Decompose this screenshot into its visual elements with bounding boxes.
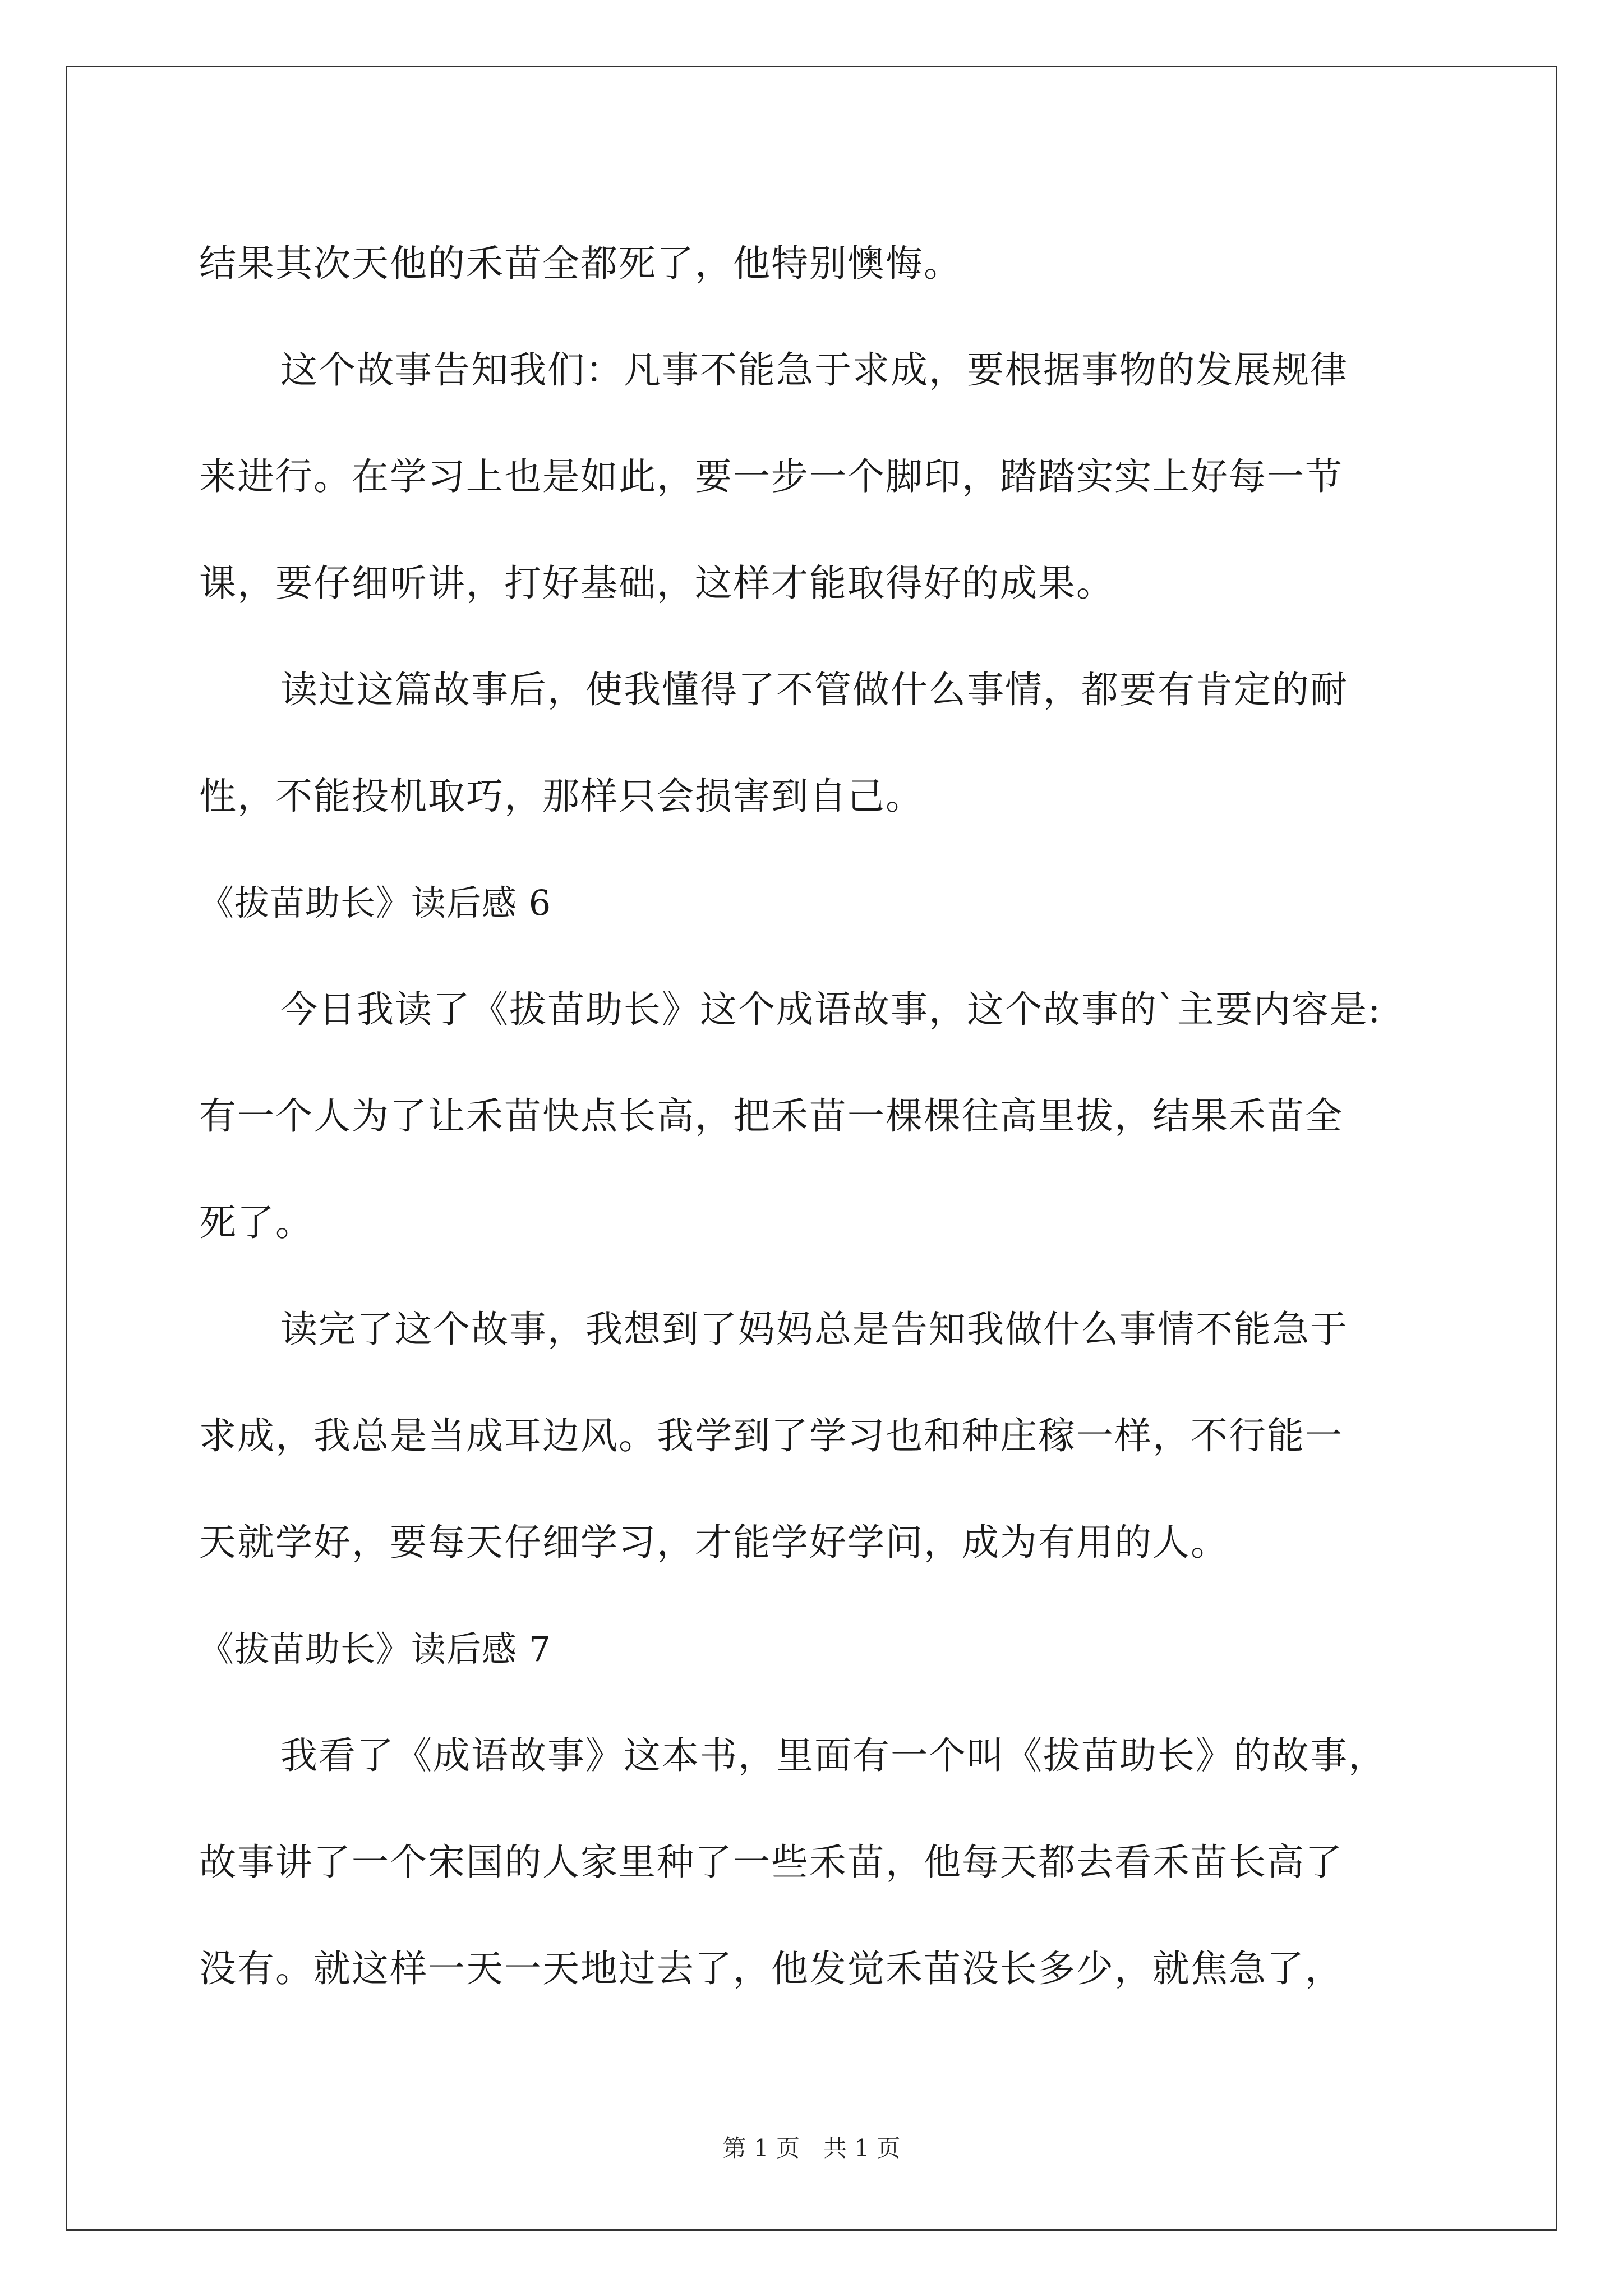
text-line: 来进行。在学习上也是如此，要一步一个脚印，踏踏实实上好每一节 xyxy=(199,455,1343,498)
page-footer: 第 1 页 共 1 页 xyxy=(722,2134,901,2162)
text-line: 死了。 xyxy=(199,1201,313,1244)
text-line: 结果其次天他的禾苗全都死了，他特别懊悔。 xyxy=(199,242,962,285)
text-line: 性，不能投机取巧，那样只会损害到自己。 xyxy=(199,775,924,818)
text-line: 今日我读了《拔苗助长》这个成语故事，这个故事的`主要内容是: xyxy=(280,988,1382,1031)
text-line: 我看了《成语故事》这本书，里面有一个叫《拔苗助长》的故事， xyxy=(280,1734,1386,1777)
text-line: 求成，我总是当成耳边风。我学到了学习也和种庄稼一样，不行能一 xyxy=(199,1414,1343,1457)
text-line: 读完了这个故事，我想到了妈妈总是告知我做什么事情不能急于 xyxy=(280,1308,1348,1351)
section-heading: 《拔苗助长》读后感 6 xyxy=(199,882,552,923)
text-line: 读过这篇故事后，使我懂得了不管做什么事情，都要有肯定的耐 xyxy=(280,668,1348,711)
text-line: 故事讲了一个宋国的人家里种了一些禾苗，他每天都去看禾苗长高了 xyxy=(199,1841,1343,1884)
section-heading: 《拔苗助长》读后感 7 xyxy=(199,1628,552,1669)
document-body xyxy=(199,210,1433,2022)
text-line: 有一个人为了让禾苗快点长高，把禾苗一棵棵往高里拔，结果禾苗全 xyxy=(199,1094,1343,1138)
text-line: 课，要仔细听讲，打好基础，这样才能取得好的成果。 xyxy=(199,562,1114,605)
text-line: 天就学好，要每天仔细学习，才能学好学问，成为有用的人。 xyxy=(199,1521,1229,1564)
text-line: 没有。就这样一天一天地过去了，他发觉禾苗没长多少，就焦急了， xyxy=(199,1947,1343,1990)
text-line: 这个故事告知我们：凡事不能急于求成，要根据事物的发展规律 xyxy=(280,348,1348,392)
